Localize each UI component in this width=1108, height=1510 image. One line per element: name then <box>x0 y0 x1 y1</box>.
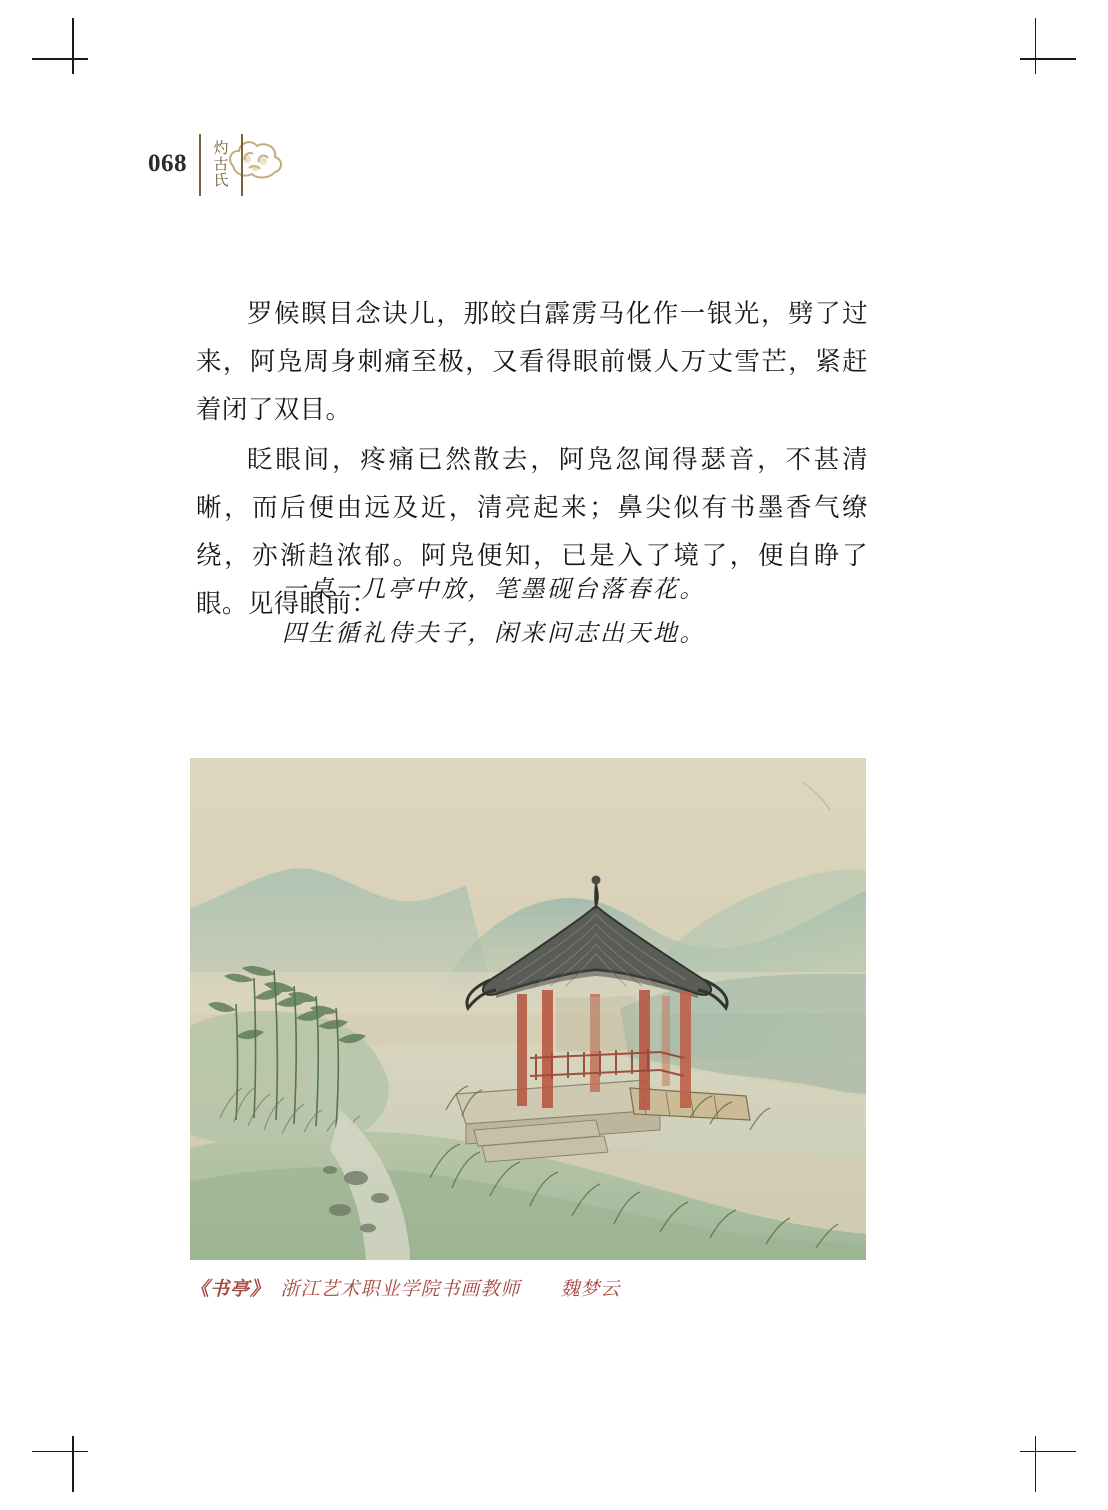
seal-char-3: 氏 <box>213 172 229 189</box>
crop-mark-top-right <box>1020 18 1076 74</box>
page-header <box>148 128 295 200</box>
crop-mark-top-left <box>32 18 88 74</box>
crop-mark-bottom-right <box>1020 1436 1076 1492</box>
seal-ornament <box>199 128 295 200</box>
verse-block <box>196 568 868 656</box>
verse-line-2: 四生循礼侍夫子，闲来问志出天地。 <box>282 621 706 647</box>
figure-block <box>190 758 866 1301</box>
seal-char-2: 古 <box>213 156 229 173</box>
figure-caption-title: 《书亭》 <box>190 1279 261 1300</box>
figure-caption-credit: 浙江艺术职业学院书画教师 魏梦云 <box>280 1279 621 1300</box>
chinese-ink-painting-pavilion <box>190 758 866 1260</box>
page-number: 068 <box>148 150 187 177</box>
paragraph-2: 眨眼间，疼痛已然散去，阿凫忽闻得瑟音，不甚清晰，而后便由远及近，清亮起来；鼻尖似有书墨香气缭绕，亦渐趋浓郁。阿凫便知，已是入了境了，便自睁了眼。见得眼前： <box>196 445 868 618</box>
crop-mark-bottom-left <box>32 1436 88 1492</box>
figure-caption <box>190 1274 866 1301</box>
seal-char-1: 灼 <box>213 140 229 157</box>
paragraph-1: 罗候瞑目念诀儿，那皎白霹雳马化作一银光，劈了过来，阿凫周身刺痛至极，又看得眼前慑人万丈雪芒，紧赶着闭了双目。 <box>196 299 868 424</box>
seal-text-box <box>199 134 243 196</box>
verse-line-1: 一桌一几亭中放，笔墨砚台落春花。 <box>282 577 706 603</box>
